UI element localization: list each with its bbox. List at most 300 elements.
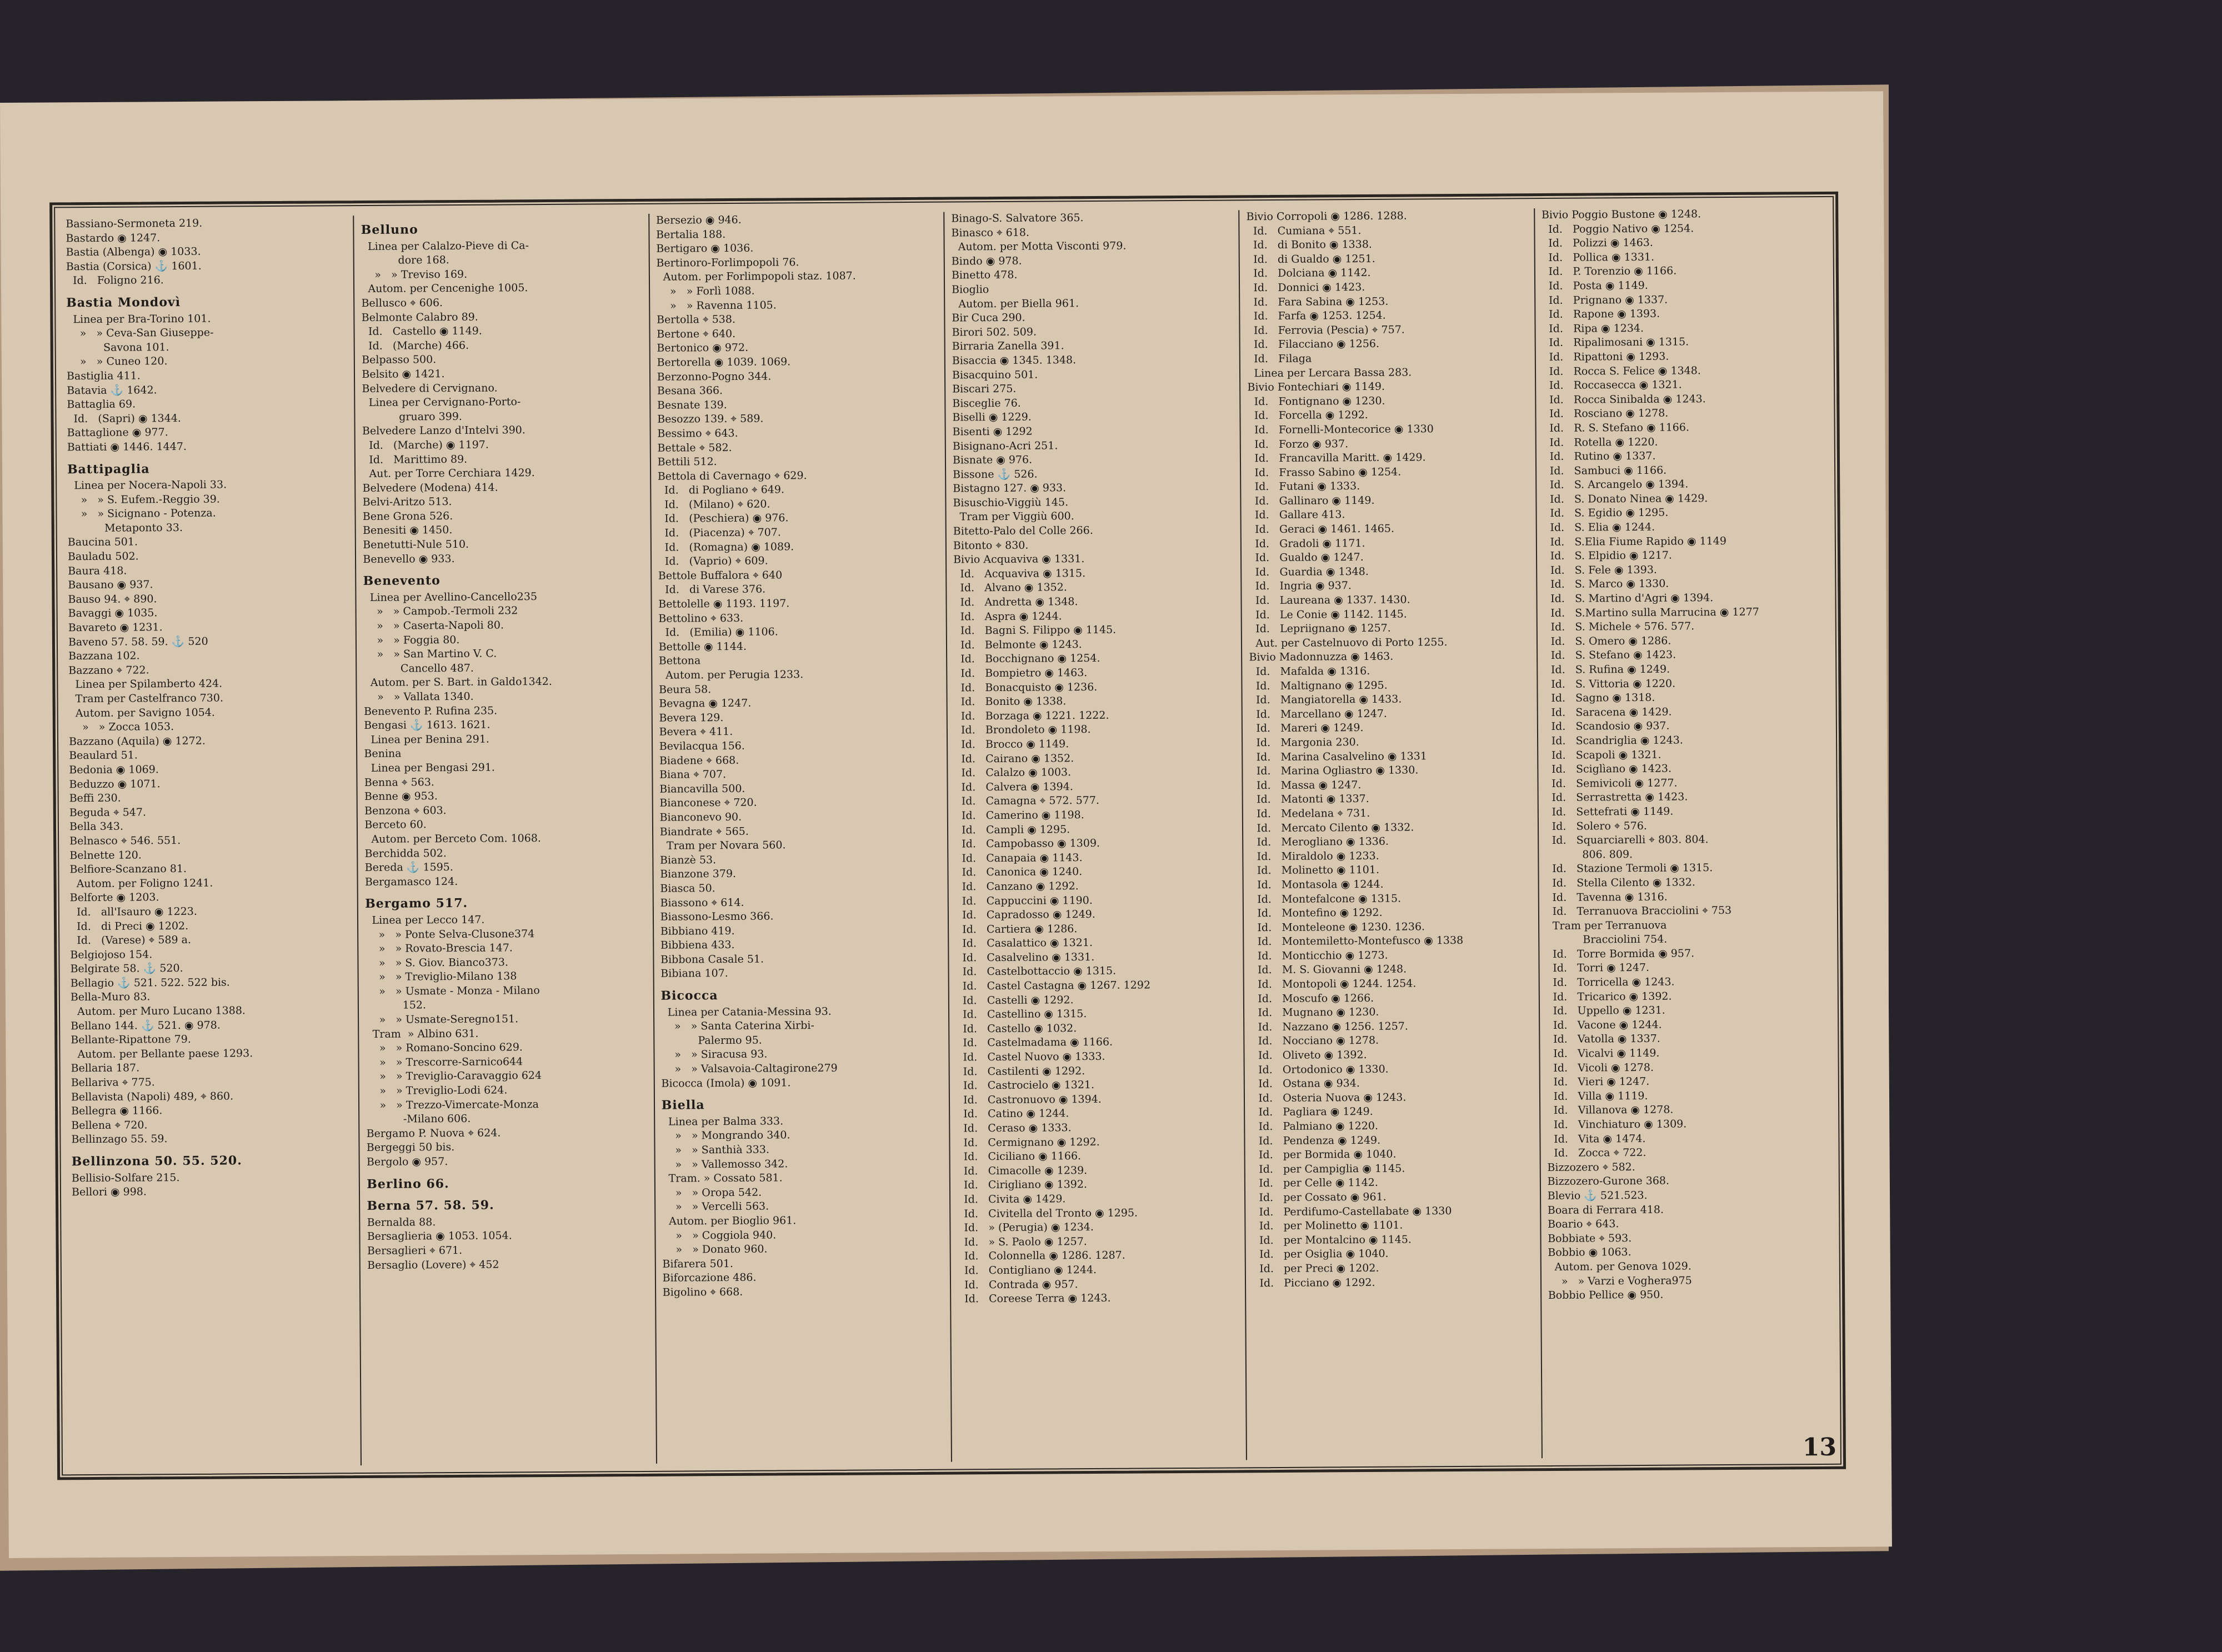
index-entry: Id. S.Elia Fiume Rapido ◉ 1149	[1543, 534, 1726, 548]
index-entry: Bettili 512.	[657, 455, 717, 468]
index-entry: Id. Brondoleto ◉ 1198.	[954, 723, 1091, 737]
index-entry: Beffi 230.	[69, 792, 121, 805]
index-columns	[59, 207, 1836, 1467]
index-entry: Benzona ⌖ 603.	[364, 804, 447, 817]
index-entry: » » Trezzo-Vimercate-Monza	[366, 1098, 539, 1112]
index-entry: Beura 58.	[659, 683, 712, 696]
index-entry: Bergolo ◉ 957.	[366, 1155, 448, 1169]
index-entry: Id. Rocca Sinibalda ◉ 1243.	[1542, 392, 1706, 406]
index-entry: Id. Ostana ◉ 934.	[1252, 1077, 1360, 1090]
index-entry: Bisaccia ◉ 1345. 1348.	[952, 354, 1077, 367]
index-entry: Bassiano-Sermoneta 219.	[66, 217, 203, 231]
index-entry: » » Treviso 169.	[361, 268, 468, 281]
index-entry: Linea per Avellino-Cancello235	[363, 590, 538, 604]
index-entry: Id. Squarciarelli ⌖ 803. 804.	[1545, 833, 1709, 847]
index-entry: dore 168.	[361, 254, 449, 267]
index-entry: Bellavista (Napoli) 489, ⌖ 860.	[71, 1090, 234, 1103]
index-entry: Bazzana 102.	[68, 649, 140, 663]
index-entry: Id. Scapoli ◉ 1321.	[1544, 748, 1662, 762]
index-entry: Id. » S. Paolo ◉ 1257.	[957, 1235, 1087, 1249]
index-entry: Id. Mugnano ◉ 1230.	[1251, 1006, 1379, 1019]
index-entry: Tram per Castelfranco 730.	[68, 692, 224, 705]
index-entry: Id. Ciciliano ◉ 1166.	[957, 1150, 1082, 1163]
index-entry: Id. Bonacquisto ◉ 1236.	[954, 680, 1098, 694]
index-entry: Bisacquino 501.	[952, 368, 1038, 382]
index-entry: Bellisio-Solfare 215.	[71, 1171, 180, 1184]
index-entry: Id. Semivicoli ◉ 1277.	[1545, 777, 1678, 790]
index-entry: Id. di Pogliano ⌖ 649.	[657, 483, 785, 497]
index-entry: Id. Ceraso ◉ 1333.	[957, 1122, 1072, 1135]
index-entry: Id. Campli ◉ 1295.	[954, 823, 1070, 837]
index-entry: Id. Forzo ◉ 937.	[1248, 437, 1349, 450]
index-entry: Belvedere di Cervignano.	[362, 382, 498, 395]
index-entry: Bigolino ⌖ 668.	[662, 1285, 743, 1299]
index-entry: Id. Monticchio ◉ 1273.	[1250, 949, 1388, 963]
index-entry: Id. S. Elpidio ◉ 1217.	[1543, 549, 1672, 563]
index-entry: Id. Marcellano ◉ 1247.	[1249, 707, 1388, 721]
index-heading: Bellinzona 50. 55. 520.	[71, 1153, 242, 1169]
index-entry: Battaglione ◉ 977.	[67, 426, 168, 439]
index-entry: » » S. Eufem.-Reggio 39.	[67, 493, 220, 506]
index-entry: Id. Cappuccini ◉ 1190.	[955, 894, 1093, 908]
index-entry: Id. Montefino ◉ 1292.	[1250, 906, 1383, 920]
index-entry: Bevera ⌖ 411.	[659, 725, 733, 739]
index-entry: Autom. per Muro Lucano 1388.	[70, 1004, 246, 1018]
index-column	[943, 210, 1246, 1461]
index-entry: Blevio ⚓ 521.523.	[1547, 1189, 1648, 1202]
page-frame	[49, 192, 1846, 1480]
index-entry: Id. Vinchiaturo ◉ 1309.	[1547, 1118, 1687, 1132]
index-entry: Id. di Gualdo ◉ 1251.	[1247, 252, 1375, 266]
index-entry: Bibbiena 433.	[660, 939, 735, 952]
index-entry: Tram per Novara 560.	[659, 839, 786, 852]
index-entry: Bertorella ◉ 1039. 1069.	[657, 356, 791, 369]
index-heading: Bastia Mondovì	[66, 294, 181, 311]
index-entry: Bisenti ◉ 1292	[952, 425, 1033, 438]
index-entry: Bellori ◉ 998.	[71, 1185, 147, 1199]
index-entry: Id. Castello ◉ 1149.	[361, 324, 482, 338]
index-entry: Id. Vita ◉ 1474.	[1547, 1132, 1646, 1145]
index-entry: Bergamasco 124.	[364, 875, 458, 888]
index-entry: Linea per Bra-Torino 101.	[66, 312, 211, 326]
index-entry: Linea per Calalzo-Pieve di Ca-	[361, 239, 529, 253]
index-entry: » » Trescorre-Sarnico644	[366, 1055, 523, 1069]
index-entry: Bobbiate ⌖ 593.	[1548, 1232, 1632, 1245]
index-entry: Id. Nazzano ◉ 1256. 1257.	[1251, 1020, 1408, 1034]
index-entry: Bivio Fontechiari ◉ 1149.	[1247, 380, 1385, 394]
index-entry: Bianzone 379.	[660, 868, 737, 881]
index-entry: Id. Castel Nuovo ◉ 1333.	[956, 1050, 1105, 1064]
index-entry: Savona 101.	[66, 341, 169, 354]
index-entry: Benesiti ◉ 1450.	[362, 524, 453, 537]
index-entry: Linea per Spilamberto 424.	[68, 677, 223, 691]
index-entry: Id. Cirigliano ◉ 1392.	[957, 1178, 1088, 1192]
index-entry: Bellaria 187.	[71, 1062, 140, 1075]
index-entry: Id. S. Egidio ◉ 1295.	[1543, 507, 1669, 520]
index-entry: Id. Francavilla Maritt. ◉ 1429.	[1248, 451, 1426, 465]
index-entry: Id. Marina Ogliastro ◉ 1330.	[1249, 764, 1419, 778]
index-entry: Id. Ripattoni ◉ 1293.	[1542, 350, 1669, 363]
index-entry: Id. S. Omero ◉ 1286.	[1544, 634, 1671, 648]
index-entry: Id. Molinetto ◉ 1101.	[1250, 864, 1380, 877]
index-entry: Biana ⌖ 707.	[659, 768, 727, 781]
index-entry: Id. per Osiglia ◉ 1040.	[1252, 1248, 1389, 1261]
index-entry: Id. di Bonito ◉ 1338.	[1246, 238, 1373, 252]
index-entry: Bissone ⚓ 526.	[953, 468, 1038, 481]
index-entry: Id. Rosciano ◉ 1278.	[1543, 407, 1669, 420]
index-entry: Benina	[364, 747, 402, 760]
index-entry: Id. Maltignano ◉ 1295.	[1249, 679, 1388, 692]
index-entry: Beguda ⌖ 547.	[69, 806, 147, 819]
index-entry: Id. Canapaia ◉ 1143.	[955, 851, 1083, 865]
index-entry: Berzonno-Pogno 344.	[657, 370, 772, 383]
index-entry: Id. Farfa ◉ 1253. 1254.	[1247, 309, 1386, 323]
index-entry: Id. Polizzi ◉ 1463.	[1542, 237, 1653, 250]
index-entry: Bettola di Cavernago ⌖ 629.	[657, 469, 807, 483]
index-entry: Id. Ferrovia (Pescia) ⌖ 757.	[1247, 323, 1405, 337]
index-entry: Id. Cartiera ◉ 1286.	[955, 922, 1078, 936]
index-entry: Bistagno 127. ◉ 933.	[953, 482, 1067, 495]
index-entry: Bettolle ◉ 1144.	[658, 640, 747, 653]
index-entry: Bevilacqua 156.	[659, 739, 745, 753]
index-entry: Id. Scandriglia ◉ 1243.	[1544, 734, 1683, 748]
index-entry: » » San Martino V. C.	[363, 647, 497, 661]
index-entry: Id. Camerino ◉ 1198.	[954, 809, 1084, 822]
index-entry: Binasco ⌖ 618.	[951, 226, 1030, 239]
index-entry: Id. Castronuovo ◉ 1394.	[956, 1093, 1102, 1107]
index-entry: Bersaglieria ◉ 1053. 1054.	[367, 1229, 512, 1243]
index-entry: Id. Tricarico ◉ 1392.	[1546, 990, 1672, 1003]
index-entry: Id. per Campiglia ◉ 1145.	[1252, 1162, 1405, 1176]
index-entry: Id. Ripalimosani ◉ 1315.	[1542, 336, 1689, 349]
index-entry: Id. Miraldolo ◉ 1233.	[1250, 849, 1379, 863]
index-entry: Biadene ⌖ 668.	[659, 754, 739, 767]
index-entry: Id. Laureana ◉ 1337. 1430.	[1248, 593, 1410, 607]
index-entry: Bersaglio (Lovere) ⌖ 452	[367, 1258, 499, 1271]
index-entry: Bastia (Albenga) ◉ 1033.	[66, 245, 201, 259]
index-entry: Id. Ripa ◉ 1234.	[1542, 322, 1644, 335]
index-entry: Id. Torri ◉ 1247.	[1546, 962, 1650, 975]
index-entry: Id. S. Stefano ◉ 1423.	[1544, 648, 1676, 662]
index-entry: Id. (Sapri) ◉ 1344.	[67, 412, 181, 425]
index-column	[59, 216, 361, 1467]
index-entry: Biscari 275.	[952, 382, 1017, 396]
index-entry: Id. Torricella ◉ 1243.	[1546, 975, 1675, 989]
index-entry: Battiati ◉ 1446. 1447.	[67, 440, 187, 454]
index-entry: Id. (Marche) 466.	[361, 339, 469, 352]
index-entry: Benetutti-Nule 510.	[363, 538, 469, 552]
index-entry: Bertonico ◉ 972.	[657, 342, 749, 355]
index-entry: Belgiojoso 154.	[70, 948, 153, 961]
index-entry: Autom. per Bioglio 961.	[662, 1214, 797, 1228]
index-entry: Id. Mareri ◉ 1249.	[1249, 722, 1364, 735]
index-entry: Id. Castello ◉ 1032.	[956, 1022, 1077, 1035]
index-entry: Id. Villa ◉ 1119.	[1547, 1089, 1648, 1103]
index-entry: Id. per Bormida ◉ 1040.	[1252, 1148, 1397, 1162]
index-entry: Tram. » Cossato 581.	[662, 1172, 783, 1185]
index-entry: Autom. per Berceto Com. 1068.	[364, 832, 542, 845]
index-entry: Birori 502. 509.	[952, 326, 1037, 339]
index-entry: Id. Vicoli ◉ 1278.	[1547, 1061, 1654, 1074]
index-entry: Bibbona Casale 51.	[660, 953, 764, 966]
index-entry: Id. Medelana ⌖ 731.	[1250, 807, 1370, 820]
index-entry: Biancavilla 500.	[659, 782, 745, 795]
index-entry: Id. Ingria ◉ 937.	[1248, 579, 1352, 593]
index-entry: Bersezio ◉ 946.	[655, 213, 742, 227]
index-entry: Binago-S. Salvatore 365.	[951, 212, 1084, 225]
index-entry: » » Rovato-Brescia 147.	[365, 942, 513, 955]
index-column	[648, 212, 951, 1464]
index-entry: Id. Casalattico ◉ 1321.	[955, 937, 1093, 950]
index-entry: Id. Canzano ◉ 1292.	[955, 880, 1079, 893]
index-entry: Id. Mercato Cilento ◉ 1332.	[1250, 821, 1414, 834]
index-entry: Id. S. Fele ◉ 1393.	[1543, 563, 1657, 577]
index-entry: Belnasco ⌖ 546. 551.	[69, 834, 181, 848]
index-entry: Bertolla ⌖ 538.	[656, 313, 736, 326]
index-entry: Id. Gradoli ◉ 1171.	[1248, 537, 1365, 550]
index-entry: Tram per Viggiù 600.	[953, 510, 1074, 524]
index-entry: Id. Moscufo ◉ 1266.	[1251, 992, 1374, 1005]
index-entry: Baucina 501.	[67, 535, 138, 549]
index-entry: Id. Castelbottaccio ◉ 1315.	[955, 965, 1117, 978]
index-entry: Id. Borzaga ◉ 1221. 1222.	[954, 709, 1109, 723]
index-entry: Id. Pendenza ◉ 1249.	[1252, 1134, 1381, 1147]
index-entry: Id. Castelli ◉ 1292.	[955, 993, 1074, 1007]
index-entry: Id. M. S. Giovanni ◉ 1248.	[1250, 963, 1407, 977]
index-entry: Id. (Milano) ⌖ 620.	[658, 498, 770, 511]
index-entry: Linea per Lecco 147.	[365, 913, 485, 927]
index-entry: Bella-Muro 83.	[70, 990, 151, 1004]
index-entry: Bracciolini 754.	[1545, 933, 1668, 947]
index-entry: Belgirate 58. ⚓ 520.	[70, 962, 183, 975]
index-entry: Id. Vieri ◉ 1247.	[1547, 1075, 1650, 1089]
index-entry: 806. 809.	[1545, 848, 1633, 861]
index-entry: Bivio Poggio Bustone ◉ 1248.	[1541, 208, 1701, 222]
index-entry: Bessimo ⌖ 643.	[657, 427, 738, 440]
index-entry: Id. Castilenti ◉ 1292.	[956, 1064, 1085, 1078]
index-entry: Bersaglieri ⌖ 671.	[367, 1244, 463, 1257]
index-entry: Tram per Terranuova	[1545, 919, 1667, 932]
index-entry: Id. Settefrati ◉ 1149.	[1545, 805, 1674, 818]
index-entry: Bellinzago 55. 59.	[71, 1133, 168, 1146]
index-entry: Id. Sagno ◉ 1318.	[1544, 692, 1655, 705]
index-entry: Bertone ⌖ 640.	[657, 327, 736, 341]
index-entry: Id. Cermignano ◉ 1292.	[957, 1135, 1100, 1149]
index-entry: Id. Vacone ◉ 1244.	[1546, 1018, 1662, 1032]
index-entry: Id. per Molinetto ◉ 1101.	[1252, 1219, 1403, 1233]
index-entry: 152.	[366, 999, 427, 1012]
index-entry: Bitonto ⌖ 830.	[953, 539, 1029, 552]
index-entry: Berchidda 502.	[364, 847, 447, 860]
index-entry: » » Vallata 1340.	[363, 690, 474, 704]
index-heading: Bergamo 517.	[365, 896, 468, 912]
index-entry: » » Cuneo 120.	[66, 355, 168, 368]
index-entry: Bellagio ⚓ 521. 522. 522 bis.	[70, 976, 230, 990]
index-entry: Tram » Albino 631.	[366, 1027, 479, 1040]
index-entry: Id. Perdifumo-Castellabate ◉ 1330	[1252, 1204, 1452, 1218]
index-entry: Id. Terranuova Bracciolini ⌖ 753	[1545, 904, 1732, 918]
index-entry: Id. Tavenna ◉ 1316.	[1545, 890, 1668, 904]
index-entry: Id. Marittimo 89.	[362, 453, 468, 466]
index-entry: Beduzzo ◉ 1071.	[69, 777, 161, 790]
index-entry: Id. Mafalda ◉ 1316.	[1249, 664, 1370, 678]
index-entry: Bevera 129.	[659, 711, 724, 724]
index-entry: Autom. per Savigno 1054.	[68, 706, 215, 719]
index-entry: Bazzano (Aquila) ◉ 1272.	[68, 734, 206, 748]
index-entry: Id. Monteleone ◉ 1230. 1236.	[1250, 920, 1425, 934]
index-entry: » » Donato 960.	[662, 1243, 768, 1256]
index-entry: Id. Frasso Sabino ◉ 1254.	[1248, 465, 1402, 479]
index-entry: Id. Fornelli-Montecorice ◉ 1330	[1247, 423, 1434, 437]
index-entry: Autom. per Cencenighe 1005.	[361, 282, 528, 296]
index-entry: Bizzozero ⌖ 582.	[1547, 1160, 1635, 1174]
index-entry: Id. Pagliara ◉ 1249.	[1252, 1105, 1373, 1119]
index-entry: Linea per Catania-Messina 93.	[660, 1005, 832, 1019]
index-entry: Id. Civita ◉ 1429.	[957, 1193, 1066, 1206]
index-entry: Id. Montemiletto-Montefusco ◉ 1338	[1250, 934, 1464, 948]
index-entry: Biforcazione 486.	[662, 1271, 757, 1285]
index-entry: Id. per Preci ◉ 1202.	[1253, 1261, 1379, 1275]
index-entry: Linea per Bengasi 291.	[364, 761, 495, 774]
index-entry: » » Oropa 542.	[662, 1186, 762, 1199]
index-entry: Id. S.Martino sulla Marrucina ◉ 1277	[1544, 605, 1759, 619]
index-entry: Bellusco ⌖ 606.	[361, 297, 443, 310]
index-entry: Id. Osteria Nuova ◉ 1243.	[1252, 1091, 1407, 1105]
index-entry: Id. Bonito ◉ 1338.	[954, 695, 1067, 708]
index-entry: Id. (Peschiera) ◉ 976.	[658, 512, 789, 525]
index-entry: Baveno 57. 58. 59. ⚓ 520	[68, 635, 208, 648]
index-heading: Benevento	[363, 573, 441, 589]
index-entry: Birraria Zanella 391.	[952, 339, 1064, 353]
index-entry: Bobbio ◉ 1063.	[1548, 1246, 1632, 1259]
index-entry: Bellano 144. ⚓ 521. ◉ 978.	[71, 1019, 221, 1032]
index-entry: Id. di Varese 376.	[658, 583, 766, 597]
index-entry: Id. Gualdo ◉ 1247.	[1248, 551, 1364, 564]
index-entry: Id. Vicalvi ◉ 1149.	[1547, 1047, 1660, 1060]
index-entry: Id. Montasola ◉ 1244.	[1250, 878, 1384, 892]
index-entry: Id. Posta ◉ 1149.	[1542, 279, 1648, 293]
index-entry: » » Caserta-Napoli 80.	[363, 619, 504, 633]
index-entry: Id. Sciglìano ◉ 1423.	[1544, 762, 1672, 776]
index-entry: Id. Fontignano ◉ 1230.	[1247, 394, 1385, 408]
index-entry: Id. Castelmadama ◉ 1166.	[956, 1036, 1113, 1049]
index-entry: Autom. per Perugia 1233.	[658, 668, 804, 682]
index-entry: Besozzo 139. ⌖ 589.	[657, 412, 764, 426]
index-entry: Belsito ◉ 1421.	[362, 368, 445, 381]
index-entry: Id. Massa ◉ 1247.	[1249, 778, 1362, 792]
index-entry: Belpasso 500.	[362, 353, 437, 367]
index-entry: Cancello 487.	[363, 662, 474, 675]
index-entry: Id. Castellino ◉ 1315.	[955, 1008, 1087, 1021]
index-column	[1239, 208, 1542, 1460]
index-entry: » » Vallemosso 342.	[662, 1157, 788, 1171]
index-entry: Boario ⌖ 643.	[1547, 1218, 1619, 1231]
index-entry: Id. Colonnella ◉ 1286. 1287.	[957, 1249, 1125, 1263]
index-entry: Beaulard 51.	[69, 749, 138, 762]
index-entry: Boara di Ferrara 418.	[1547, 1203, 1664, 1217]
index-entry: Bettole Buffalora ⌖ 640	[658, 569, 783, 582]
index-column	[1534, 207, 1836, 1458]
index-entry: Id. Montopoli ◉ 1244. 1254.	[1250, 977, 1417, 991]
index-entry: Id. Le Conie ◉ 1142. 1145.	[1248, 608, 1407, 621]
index-entry: Id. S. Elia ◉ 1244.	[1543, 520, 1655, 534]
index-entry: Bibbiano 419.	[660, 924, 735, 938]
index-entry: Id. Solero ⌖ 576.	[1545, 819, 1648, 833]
index-entry: Id. Palmiano ◉ 1220.	[1252, 1119, 1379, 1133]
index-entry: Id. Foligno 216.	[66, 274, 164, 287]
index-entry: Bifarera 501.	[662, 1257, 733, 1270]
index-entry: Bastiglia 411.	[66, 369, 141, 383]
index-entry: Id. Campobasso ◉ 1309.	[955, 837, 1100, 850]
index-entry: Belfiore-Scanzano 81.	[69, 863, 187, 876]
index-entry: Id. Serrastretta ◉ 1423.	[1545, 790, 1688, 804]
index-entry: Bastardo ◉ 1247.	[66, 231, 161, 244]
index-entry: Id. Calalzo ◉ 1003.	[954, 766, 1072, 779]
index-entry: Id. Cairano ◉ 1352.	[954, 752, 1074, 765]
index-entry: Linea per Nocera-Napoli 33.	[67, 478, 227, 492]
index-entry: Id. Gallare 413.	[1248, 508, 1345, 522]
index-entry: Bevagna ◉ 1247.	[659, 697, 752, 710]
index-entry: » » Vercelli 563.	[662, 1200, 769, 1214]
index-entry: Bobbio Pellice ◉ 950.	[1548, 1288, 1664, 1302]
index-entry: Id. Fara Sabina ◉ 1253.	[1247, 295, 1389, 308]
index-entry: Bellante-Ripattone 79.	[71, 1033, 191, 1047]
index-entry: Id. Prignano ◉ 1337.	[1542, 293, 1668, 307]
index-entry: Belnette 120.	[69, 848, 142, 862]
index-entry: Bettolino ⌖ 633.	[658, 612, 744, 625]
index-entry: Biassono ⌖ 614.	[660, 896, 744, 909]
index-entry: Id. Calvera ◉ 1394.	[954, 780, 1073, 794]
index-entry: Bisuschio-Viggiù 145.	[953, 496, 1069, 509]
index-entry: Bergamo P. Nuova ⌖ 624.	[366, 1127, 501, 1140]
index-entry: -Milano 606.	[366, 1113, 471, 1126]
index-entry: Id. per Cossato ◉ 961.	[1252, 1190, 1387, 1204]
index-entry: Bella 343.	[69, 820, 124, 833]
index-entry: » » Romano-Soncino 629.	[366, 1041, 523, 1055]
index-entry: Bianconevo 90.	[659, 810, 742, 824]
index-entry: Id. Geraci ◉ 1461. 1465.	[1248, 522, 1395, 536]
index-entry: Bauladu 502.	[67, 550, 139, 563]
index-entry: Benevello ◉ 933.	[363, 552, 455, 565]
index-entry: Id. (Piacenza) ⌖ 707.	[658, 526, 781, 539]
index-entry: » » Sicignano - Potenza.	[67, 507, 216, 520]
index-entry: Belvi-Aritzo 513.	[362, 495, 452, 509]
index-entry: Bausano ◉ 937.	[68, 578, 153, 592]
index-entry: Id. (Marche) ◉ 1197.	[362, 438, 489, 452]
index-entry: » » Foggia 80.	[363, 633, 460, 647]
index-entry: Id. Catino ◉ 1244.	[957, 1107, 1069, 1120]
index-entry: Belmonte Calabro 89.	[361, 311, 478, 324]
index-heading: Battipaglia	[67, 461, 150, 477]
index-entry: Id. Stazione Termoli ◉ 1315.	[1545, 862, 1713, 875]
index-entry: Aut. per Torre Cerchiara 1429.	[362, 467, 535, 480]
index-entry: Bavaggi ◉ 1035.	[68, 607, 158, 620]
index-entry: Id. Nocciano ◉ 1278.	[1251, 1034, 1379, 1048]
index-entry: Autom. per Biella 961.	[952, 297, 1079, 311]
index-entry: Id. Brocco ◉ 1149.	[954, 738, 1069, 751]
index-entry: Bernalda 88.	[367, 1216, 436, 1229]
index-entry: Aut. per Castelnuovo di Porto 1255.	[1249, 635, 1448, 650]
index-entry: Berceto 60.	[364, 818, 427, 832]
index-entry: Id. Cimacolle ◉ 1239.	[957, 1164, 1088, 1178]
index-entry: Id. Futani ◉ 1333.	[1248, 480, 1360, 493]
index-entry: Id. Castrocielo ◉ 1321.	[956, 1079, 1095, 1092]
index-entry: Bastia (Corsica) ⚓ 1601.	[66, 259, 202, 273]
index-entry: Id. Donnici ◉ 1423.	[1247, 281, 1365, 294]
index-entry: Bellariva ⌖ 775.	[71, 1076, 155, 1089]
index-entry: Palermo 95.	[660, 1034, 762, 1047]
index-entry: Id. Poggio Nativo ◉ 1254.	[1542, 222, 1694, 236]
